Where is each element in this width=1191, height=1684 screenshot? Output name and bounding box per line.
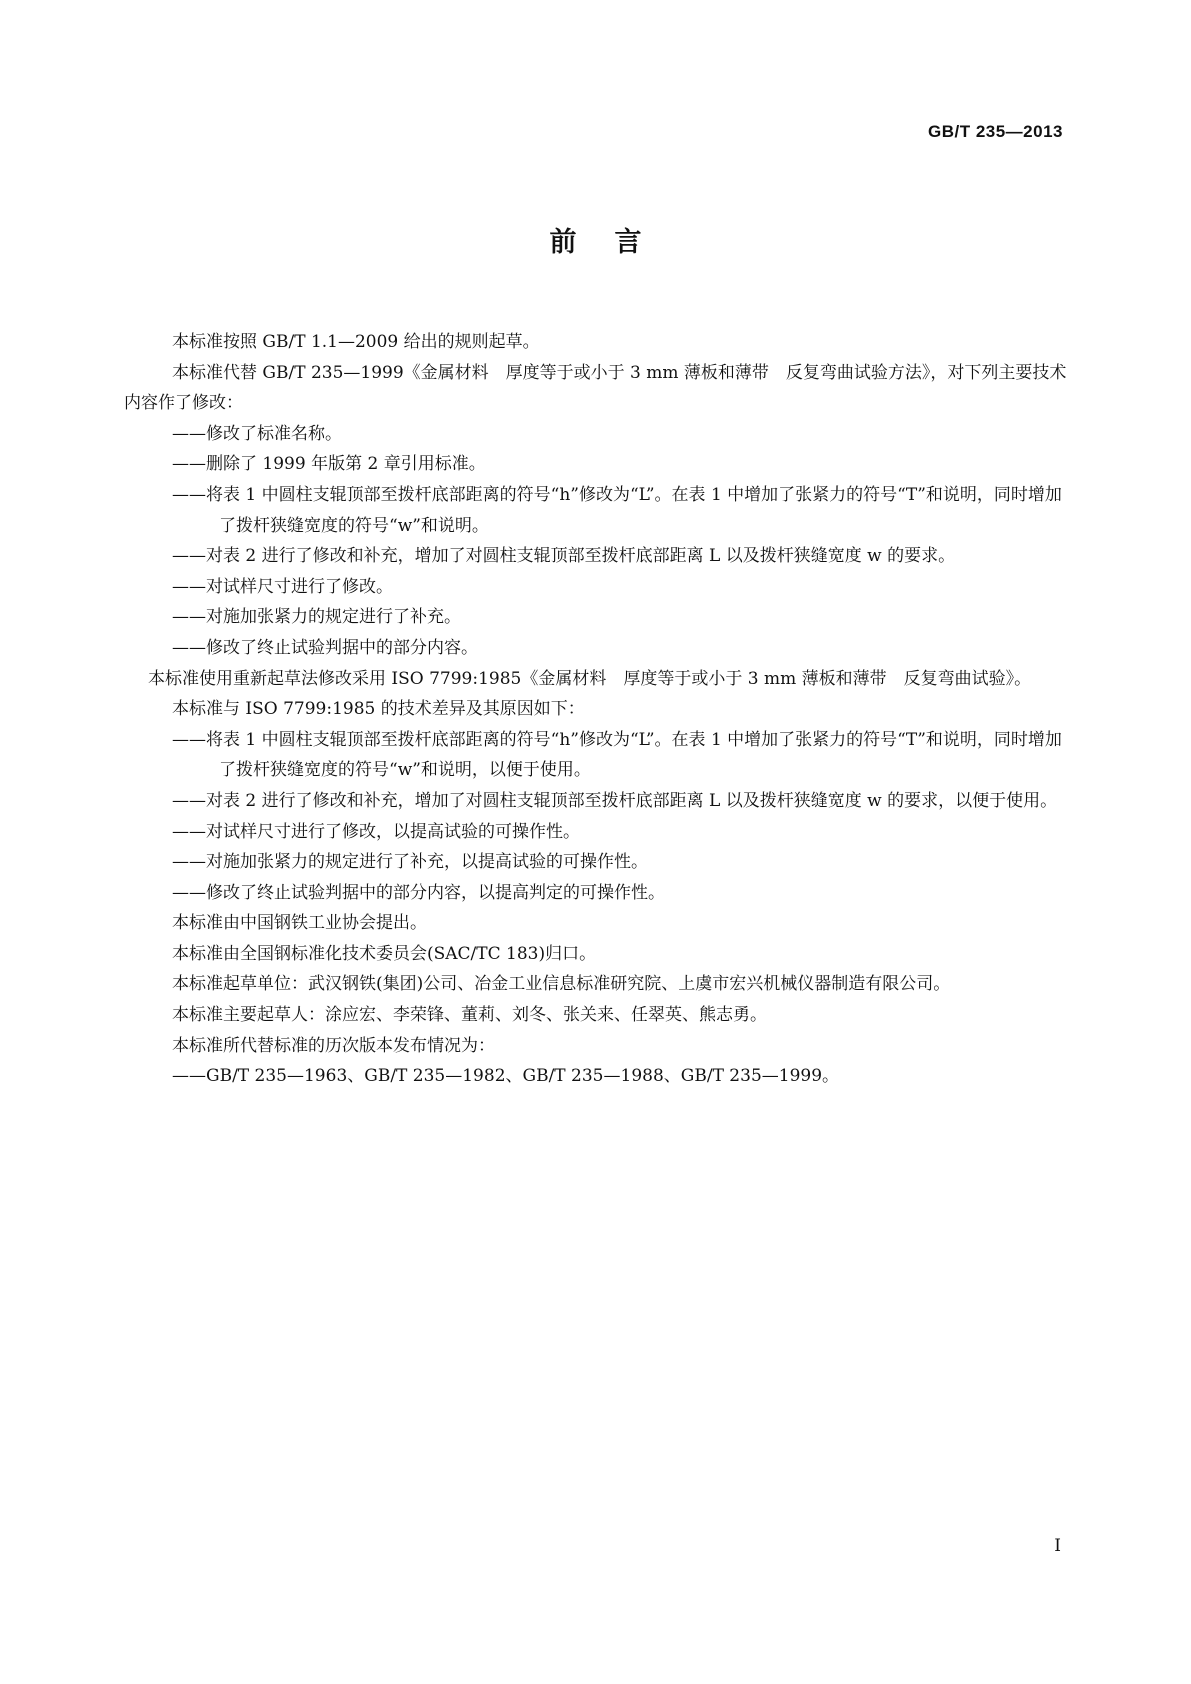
paragraph-drafting-rules: 本标准按照 GB/T 1.1—2009 给出的规则起草。 [172, 332, 540, 352]
paragraph-replaces: 本标准代替 GB/T 235—1999《金属材料 厚度等于或小于 3 mm 薄板和薄带 反复弯曲试验方法》，对下列主要技术内容作了修改： [124, 362, 1067, 414]
standard-code: GB/T 235—2013 [927, 122, 1063, 141]
list-item: ——修改了终止试验判据中的部分内容，以提高判定的可操作性。 [172, 882, 665, 903]
list-item: ——对试样尺寸进行了修改，以提高试验的可操作性。 [172, 821, 580, 842]
list-item: ——将表 1 中圆柱支辊顶部至拨杆底部距离的符号“h”修改为“L”。在表 1 中增加了张紧力的符号“T”和说明，同时增加了拨杆狭缝宽度的符号“w”和说明。 [172, 484, 1062, 536]
list-item: ——删除了 1999 年版第 2 章引用标准。 [172, 454, 486, 475]
list-item: ——GB/T 235—1963、GB/T 235—1982、GB/T 235—1988、GB/T 235—1999。 [172, 1066, 840, 1087]
paragraph-proposed-by: 本标准由中国钢铁工业协会提出。 [172, 913, 427, 934]
list-item: ——对表 2 进行了修改和补充，增加了对圆柱支辊顶部至拨杆底部距离 L 以及拨杆狭缝宽度 w 的要求，以便于使用。 [172, 790, 1058, 811]
list-item: ——对施加张紧力的规定进行了补充。 [172, 607, 461, 628]
list-item: ——对表 2 进行了修改和补充，增加了对圆柱支辊顶部至拨杆底部距离 L 以及拨杆狭缝宽度 w 的要求。 [172, 546, 956, 567]
paragraph-differences: 本标准与 ISO 7799:1985 的技术差异及其原因如下： [172, 699, 585, 720]
paragraph-managed-by: 本标准由全国钢标准化技术委员会(SAC/TC 183)归口。 [172, 943, 597, 964]
paragraph-drafting-units: 本标准起草单位：武汉钢铁(集团)公司、冶金工业信息标准研究院、上虞市宏兴机械仪器制造有限公司。 [172, 974, 951, 995]
paragraph-iso-adoption: 本标准使用重新起草法修改采用 ISO 7799:1985《金属材料 厚度等于或小于 3 mm 薄板和薄带 反复弯曲试验》。 [148, 668, 1032, 689]
paragraph-drafters: 本标准主要起草人：涂应宏、李荣锋、董莉、刘冬、张关来、任翠英、熊志勇。 [172, 1005, 767, 1026]
list-item: ——对试样尺寸进行了修改。 [172, 576, 393, 597]
foreword-body [124, 327, 1070, 1092]
page-title: 前言 [549, 227, 680, 258]
list-item: ——修改了终止试验判据中的部分内容。 [172, 637, 478, 658]
paragraph-history: 本标准所代替标准的历次版本发布情况为： [172, 1035, 495, 1056]
list-item: ——将表 1 中圆柱支辊顶部至拨杆底部距离的符号“h”修改为“L”。在表 1 中增加了张紧力的符号“T”和说明，同时增加了拨杆狭缝宽度的符号“w”和说明，以便于使用。 [172, 729, 1062, 781]
list-item: ——修改了标准名称。 [172, 423, 342, 444]
page-number: I [1054, 1536, 1061, 1556]
list-item: ——对施加张紧力的规定进行了补充，以提高试验的可操作性。 [172, 852, 648, 873]
